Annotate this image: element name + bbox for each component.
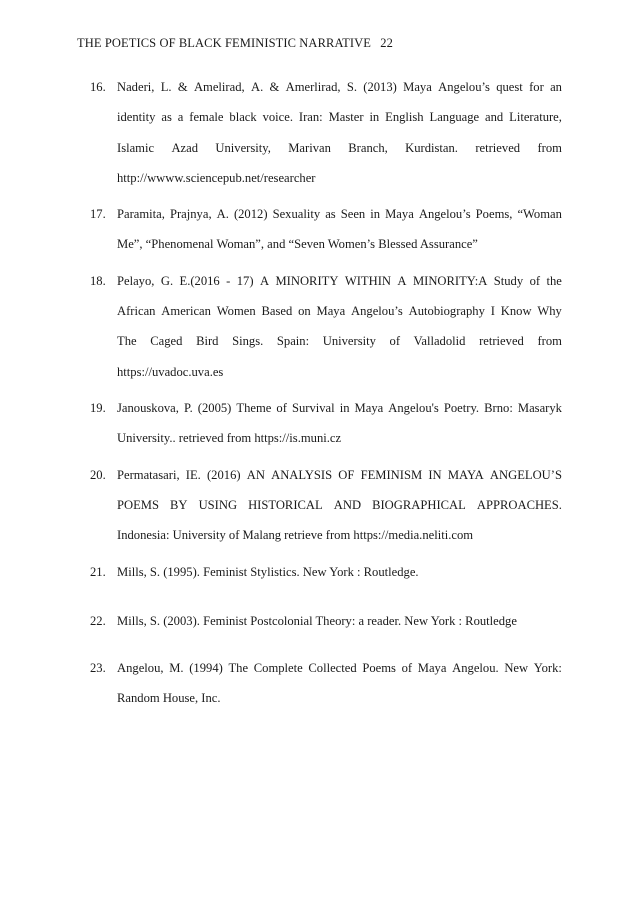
reference-number: 22.	[90, 613, 106, 628]
reference-line: http://wwww.sciencepub.net/researcher	[117, 170, 316, 185]
reference-item	[90, 266, 562, 387]
running-head-title: THE POETICS OF BLACK FEMINISTIC NARRATIVE	[77, 36, 372, 50]
reference-line: https://uvadoc.uva.es	[117, 364, 224, 379]
reference-line: Mills, S. (2003). Feminist Postcolonial Theory: a reader. New York : Routledge	[117, 613, 517, 628]
reference-number: 21.	[90, 565, 106, 580]
reference-line: Paramita, Prajnya, A. (2012) Sexuality as Seen in Maya Angelou’s Poems, “Woman	[117, 207, 562, 222]
reference-item	[90, 606, 562, 636]
reference-line: Naderi, L. & Amelirad, A. & Amerlirad, S. (2013) Maya Angelou’s quest for an	[117, 80, 562, 94]
reference-line: Islamic Azad University, Marivan Branch, Kurdistan. retrieved from	[117, 140, 562, 155]
running-head	[77, 36, 393, 51]
reference-item	[90, 199, 562, 260]
reference-line: African American Women Based on Maya Angelou’s Autobiography I Know Why	[117, 304, 562, 319]
reference-line: identity as a female black voice. Iran: Master in English Language and Literature,	[117, 110, 562, 125]
reference-line: Pelayo, G. E.(2016 - 17) A MINORITY WITHIN A MINORITY:A Study of the	[117, 273, 562, 288]
reference-line: Me”, “Phenomenal Woman”, and “Seven Women’s Blessed Assurance”	[117, 237, 478, 252]
reference-number: 18.	[90, 273, 106, 288]
reference-line: Mills, S. (1995). Feminist Stylistics. New York : Routledge.	[117, 565, 419, 580]
reference-item	[90, 393, 562, 454]
reference-number: 20.	[90, 467, 106, 482]
reference-item	[90, 72, 562, 193]
reference-line: Indonesia: University of Malang retrieve from https://media.neliti.com	[117, 528, 474, 543]
reference-line: Random House, Inc.	[117, 691, 221, 706]
reference-item	[90, 653, 562, 714]
reference-line: Janouskova, P. (2005) Theme of Survival in Maya Angelou's Poetry. Brno: Masaryk	[117, 400, 562, 415]
reference-number: 16.	[90, 80, 106, 94]
reference-line: The Caged Bird Sings. Spain: University of Valladolid retrieved from	[117, 334, 562, 349]
reference-line: Permatasari, IE. (2016) AN ANALYSIS OF FEMINISM IN MAYA ANGELOU’S	[117, 467, 562, 482]
page-number: 22	[380, 36, 393, 50]
reference-number: 19.	[90, 400, 106, 415]
reference-line: Angelou, M. (1994) The Complete Collected Poems of Maya Angelou. New York:	[117, 661, 562, 676]
reference-number: 17.	[90, 207, 106, 222]
reference-item	[90, 460, 562, 551]
reference-line: POEMS BY USING HISTORICAL AND BIOGRAPHICAL APPROACHES.	[117, 497, 562, 512]
reference-number: 23.	[90, 661, 106, 676]
reference-line: University.. retrieved from https://is.muni.cz	[117, 431, 342, 446]
reference-item	[90, 557, 562, 587]
reference-list	[90, 72, 562, 714]
